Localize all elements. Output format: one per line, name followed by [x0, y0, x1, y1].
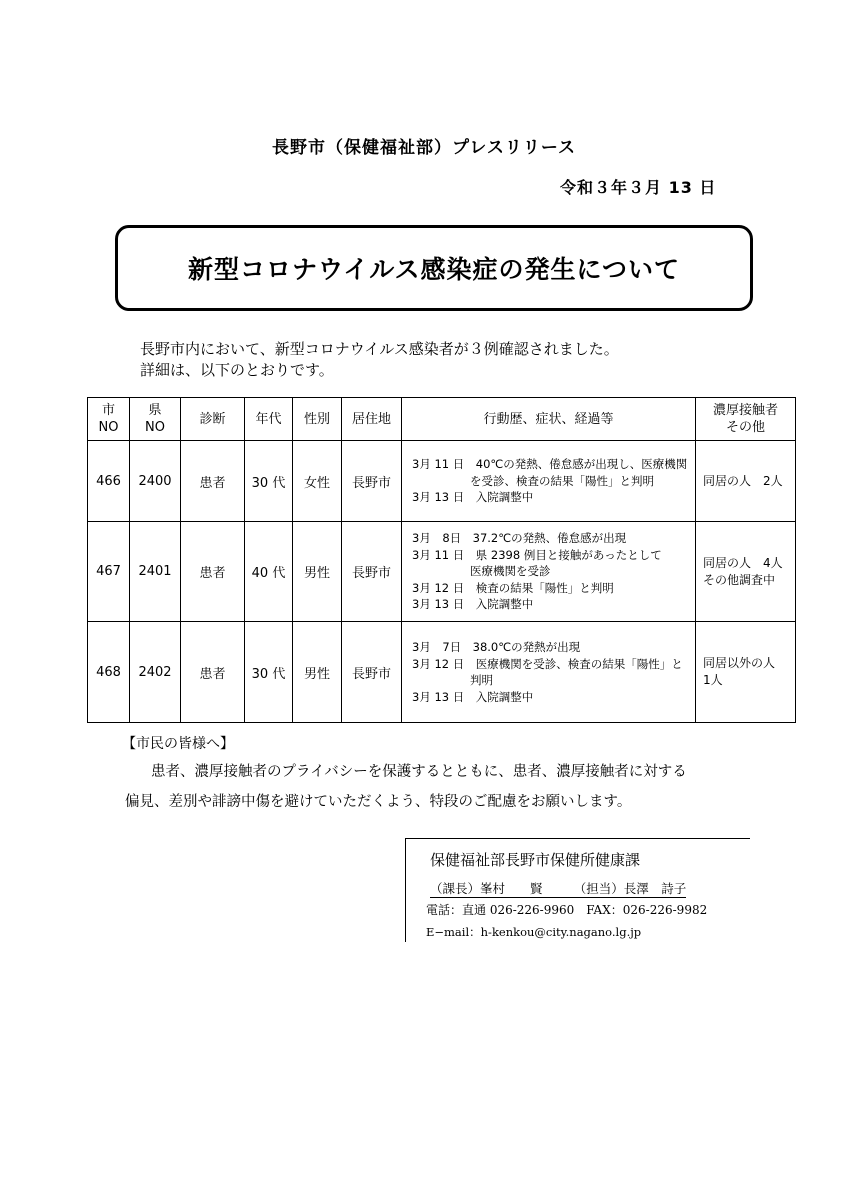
cell-age: 40 代: [245, 522, 293, 622]
header-contacts: 濃厚接触者 その他: [696, 398, 796, 441]
header-course: 行動歴、症状、経過等: [402, 398, 696, 441]
header-diagnosis: 診断: [181, 398, 245, 441]
contact-phone: 電話：直通 026-226-9960 FAX：026-226-9982: [426, 903, 708, 917]
cell-diagnosis: 患者: [181, 441, 245, 522]
header-pref-no: 県 NO: [130, 398, 181, 441]
release-date: 令和３年３月 13 日: [560, 178, 717, 197]
cell-city-no: 466: [88, 441, 130, 522]
contact-names: （課長）峯村 賢 （担当）長澤 詩子: [430, 881, 687, 896]
cell-city-no: 468: [88, 622, 130, 723]
table-row: [88, 622, 796, 723]
cell-contacts: 同居の人 4人 その他調査中: [696, 522, 796, 622]
header-city-no: 市 NO: [88, 398, 130, 441]
intro-line-2: 詳細は、以下のとおりです。: [140, 361, 334, 379]
cell-age: 30 代: [245, 441, 293, 522]
cell-course: 3月 7日 38.0℃の発熱が出現 3月 12 日 医療機関を受診、検査の結果「陽性」と 判明 3月 13 日 入院調整中: [402, 622, 696, 723]
intro-line-1: 長野市内において、新型コロナウイルス感染者が３例確認されました。: [140, 340, 619, 358]
notice-line-2: 偏見、差別や誹謗中傷を避けていただくよう、特段のご配慮をお願いします。: [125, 794, 632, 810]
cell-sex: 女性: [293, 441, 342, 522]
table-header-row: [88, 398, 796, 441]
cell-course: 3月 8日 37.2℃の発熱、倦怠感が出現 3月 11 日 県 2398 例目と接触があったとして 医療機関を受診 3月 12 日 検査の結果「陽性」と判明 3月 13 日 入院調整中: [402, 522, 696, 622]
header-sex: 性別: [293, 398, 342, 441]
cell-pref-no: 2400: [130, 441, 181, 522]
cell-contacts: 同居の人 2人: [696, 441, 796, 522]
table-row: [88, 522, 796, 622]
cell-pref-no: 2402: [130, 622, 181, 723]
cell-diagnosis: 患者: [181, 622, 245, 723]
cell-city-no: 467: [88, 522, 130, 622]
cell-residence: 長野市: [342, 441, 402, 522]
header-residence: 居住地: [342, 398, 402, 441]
contact-box: [405, 838, 750, 942]
cell-contacts: 同居以外の人 1人: [696, 622, 796, 723]
main-title: 新型コロナウイルス感染症の発生について: [187, 255, 680, 284]
cell-sex: 男性: [293, 522, 342, 622]
cell-sex: 男性: [293, 622, 342, 723]
table-row: [88, 441, 796, 522]
cell-pref-no: 2401: [130, 522, 181, 622]
cell-course: 3月 11 日 40℃の発熱、倦怠感が出現し、医療機関 を受診、検査の結果「陽性」と判明 3月 13 日 入院調整中: [402, 441, 696, 522]
header-age: 年代: [245, 398, 293, 441]
main-title-box: [115, 225, 753, 311]
contact-department: 保健福祉部長野市保健所健康課: [430, 851, 641, 869]
contact-email: E−mail：h-kenkou@city.nagano.lg.jp: [426, 925, 642, 939]
cell-age: 30 代: [245, 622, 293, 723]
press-release-title: 長野市（保健福祉部）プレスリリース: [272, 138, 576, 158]
cell-residence: 長野市: [342, 622, 402, 723]
notice-heading: 【市民の皆様へ】: [122, 736, 234, 752]
notice-line-1: 患者、濃厚接触者のプライバシーを保護するとともに、患者、濃厚接触者に対する: [151, 764, 687, 780]
cell-residence: 長野市: [342, 522, 402, 622]
cell-diagnosis: 患者: [181, 522, 245, 622]
case-table: [87, 397, 796, 723]
